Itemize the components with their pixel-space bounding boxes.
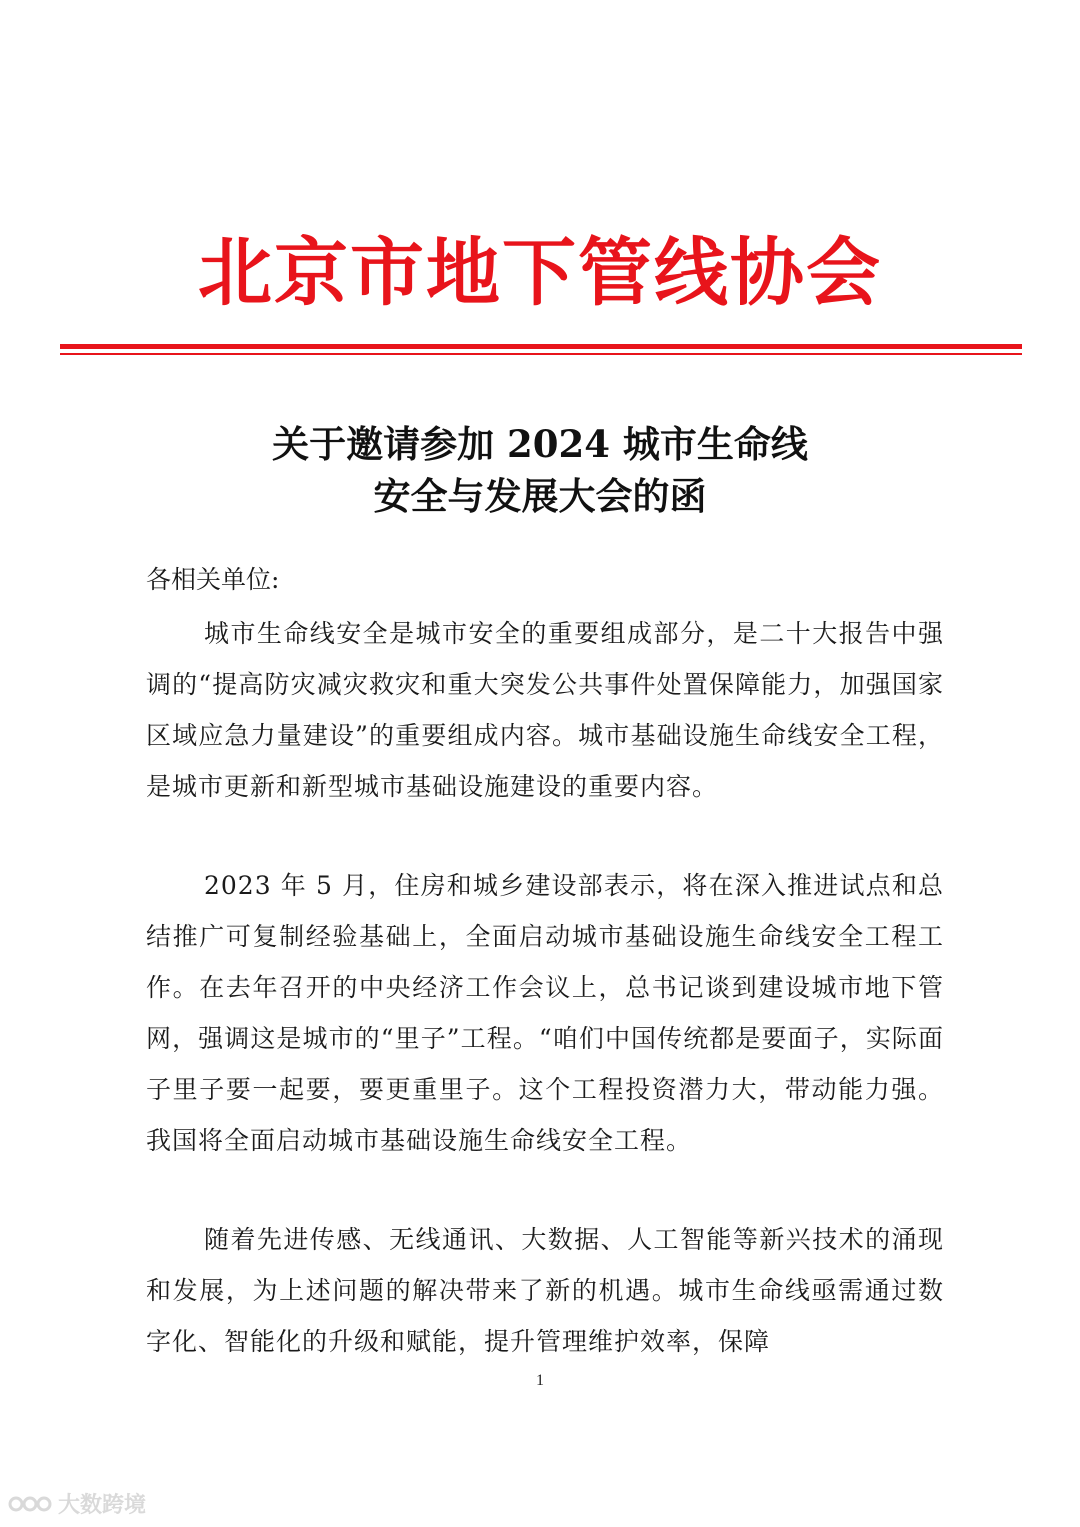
title-line-2: 安全与发展大会的函 [373, 474, 707, 518]
letterhead-organization: 北京市地下管线协会 [198, 230, 882, 316]
page-number: 1 [536, 1372, 544, 1389]
watermark [8, 1488, 146, 1519]
letterhead-rule-thin [60, 353, 1022, 355]
watermark-text: 大数跨境 [58, 1493, 147, 1518]
body-paragraph-3: 随着先进传感、无线通讯、大数据、人工智能等新兴技术的涌现和发展，为上述问题的解决带来了新的机遇。城市生命线亟需通过数字化、智能化的升级和赋能，提升管理维护效率，保障 [146, 1225, 944, 1356]
letterhead-rule-thick [60, 344, 1022, 349]
body-paragraph-2: 2023 年 5 月，住房和城乡建设部表示，将在深入推进试点和总结推广可复制经验基础上，全面启动城市基础设施生命线安全工程工作。在去年召开的中央经济工作会议上，总书记谈到建设城市地下管网，强调这是城市的“里子”工程。“咱们中国传统都是要面子，实际面子里子要一起要，要更重里子。这个工程投资潜力大，带动能力强。我国将全面启动城市基础设施生命线安全工程。 [146, 871, 944, 1155]
document-title [0, 418, 1080, 522]
body-paragraph-1: 城市生命线安全是城市安全的重要组成部分，是二十大报告中强调的“提高防灾减灾救灾和重大突发公共事件处置保障能力，加强国家区域应急力量建设”的重要组成内容。城市基础设施生命线安全工程，是城市更新和新型城市基础设施建设的重要内容。 [146, 619, 944, 801]
salutation: 各相关单位: [146, 565, 280, 594]
logo-icon [8, 1493, 52, 1515]
title-line-1: 关于邀请参加 2024 城市生命线 [272, 422, 808, 466]
